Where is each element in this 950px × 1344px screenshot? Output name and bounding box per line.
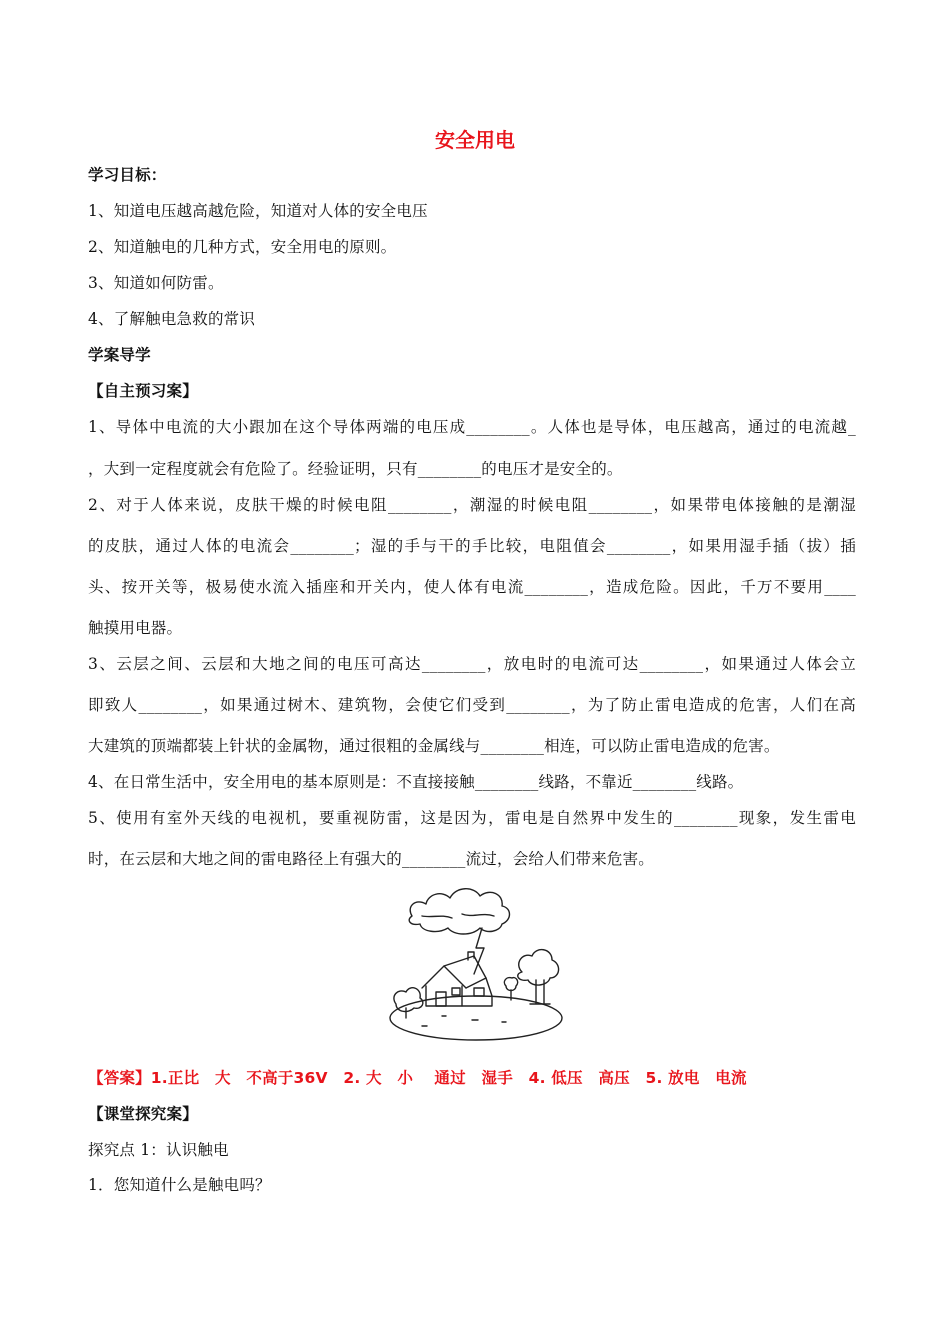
self-study-heading: 【自主预习案】 bbox=[88, 382, 198, 400]
question-line: 即致人________，如果通过树木、建筑物，会使它们受到________，为了防止雷电造成的危害，人们在高 bbox=[88, 696, 856, 714]
question-line: 头、按开关等，极易使水流入插座和开关内，使人体有电流________，造成危险。因此，千万不要用____ bbox=[88, 578, 856, 596]
goals-heading: 学习目标： bbox=[88, 166, 167, 184]
goal-item: 3、知道如何防雷。 bbox=[88, 274, 224, 292]
explore-point: 探究点 1：认识触电 bbox=[88, 1141, 229, 1159]
explore-question: 1．您知道什么是触电吗？ bbox=[88, 1176, 271, 1194]
goal-item: 1、知道电压越高越危险，知道对人体的安全电压 bbox=[88, 202, 428, 220]
lightning-house-illustration bbox=[382, 876, 568, 1044]
question-line: 触摸用电器。 bbox=[88, 619, 183, 637]
question-line: ，大到一定程度就会有危险了。经验证明，只有________的电压才是安全的。 bbox=[88, 460, 623, 478]
class-heading: 【课堂探究案】 bbox=[88, 1105, 198, 1123]
question-line: 4、在日常生活中，安全用电的基本原则是：不直接接触________线路，不靠近________线路。 bbox=[88, 773, 744, 791]
goal-item: 4、了解触电急救的常识 bbox=[88, 310, 256, 328]
question-line: 5、使用有室外天线的电视机，要重视防雷，这是因为，雷电是自然界中发生的________现象，发生雷电 bbox=[88, 809, 856, 827]
question-line: 3、云层之间、云层和大地之间的电压可高达________，放电时的电流可达________，如果通过人体会立 bbox=[88, 655, 856, 673]
guide-heading: 学案导学 bbox=[88, 346, 151, 364]
question-line: 的皮肤，通过人体的电流会________；湿的手与干的手比较，电阻值会________，如果用湿手插（拔）插 bbox=[88, 537, 856, 555]
goal-item: 2、知道触电的几种方式，安全用电的原则。 bbox=[88, 238, 397, 256]
question-line: 大建筑的顶端都装上针状的金属物，通过很粗的金属线与________相连，可以防止雷电造成的危害。 bbox=[88, 737, 780, 755]
question-line: 1、导体中电流的大小跟加在这个导体两端的电压成________。人体也是导体，电压越高，通过的电流越_ bbox=[88, 418, 856, 436]
question-line: 2、对于人体来说，皮肤干燥的时候电阻________，潮湿的时候电阻________，如果带电体接触的是潮湿 bbox=[88, 496, 856, 514]
answer-line: 【答案】1.正比 大 不高于36V 2. 大 小 通过 湿手 4. 低压 高压 5. 放电 电流 bbox=[88, 1069, 747, 1087]
question-line: 时，在云层和大地之间的雷电路径上有强大的________流过，会给人们带来危害。 bbox=[88, 850, 655, 868]
page-title: 安全用电 bbox=[435, 128, 515, 152]
